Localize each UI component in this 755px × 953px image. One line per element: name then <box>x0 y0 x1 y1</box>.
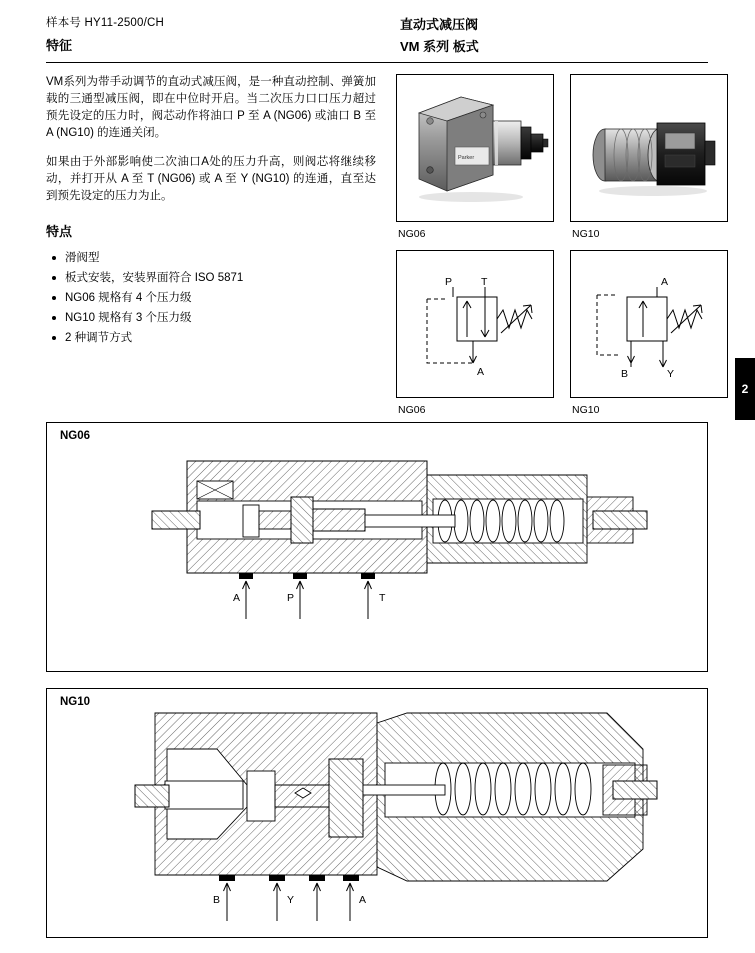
product-photo-ng10 <box>570 74 728 222</box>
cutaway-box-ng06 <box>46 422 708 672</box>
header-divider <box>46 62 708 63</box>
product-title-line2: VM 系列 板式 <box>400 39 479 54</box>
page-side-tab <box>735 358 755 420</box>
list-item: NG10 规格有 3 个压力级 <box>63 308 376 328</box>
cut-port-t: T <box>379 592 386 604</box>
photo-caption-ng10: NG10 <box>572 228 600 240</box>
cut-port-a: A <box>233 592 241 604</box>
symbol-port-t: T <box>481 276 488 288</box>
cutaway-label-ng10: NG10 <box>60 696 91 708</box>
paragraph-1: VM系列为带手动调节的直动式减压阀，是一种直动控制、弹簧加载的三通型减压阀，即在中位时开启。当二次压力口口压力超过预先设定的压力时，阀芯动作将油口 P 至 A (NG06) 或油口 B 至 A (NG10) 的连通关闭。 <box>46 76 376 139</box>
list-item: 板式安装，安装界面符合 ISO 5871 <box>63 268 376 288</box>
symbol-port-b: B <box>621 368 629 380</box>
text-column <box>46 74 376 348</box>
symbol-caption-ng06: NG06 <box>398 404 426 416</box>
symbol-port-a: A <box>477 366 485 378</box>
cut-port-b: B <box>213 894 221 906</box>
cutaway-box-ng10 <box>46 688 708 938</box>
header-left <box>46 14 376 54</box>
product-photo-ng06 <box>396 74 554 222</box>
hydraulic-symbol-ng10 <box>570 250 728 398</box>
symbol-port-y: Y <box>667 368 675 380</box>
symbol-port-p: P <box>445 276 453 288</box>
header-right <box>400 14 730 55</box>
cut-port-a: A <box>359 894 367 906</box>
symbol-caption-ng10: NG10 <box>572 404 600 416</box>
paragraph-2: 如果由于外部影响使二次油口A处的压力升高，则阀芯将继续移动，并打开从 A 至 T (NG06) 或 A 至 Y (NG10) 的连通，直至达到预先设定的压力为止。 <box>46 156 376 202</box>
features-title: 特点 <box>46 224 73 239</box>
list-item: 滑阀型 <box>63 248 376 268</box>
photo-caption-ng06: NG06 <box>398 228 426 240</box>
side-tab-label: 2 <box>741 382 749 396</box>
features-list <box>46 248 376 348</box>
section-title: 特征 <box>46 38 73 53</box>
svg-text:Parker: Parker <box>458 155 475 161</box>
cutaway-label-ng06: NG06 <box>60 430 91 442</box>
document-code: 样本号 HY11-2500/CH <box>46 17 165 29</box>
list-item: 2 种调节方式 <box>63 328 376 348</box>
list-item: NG06 规格有 4 个压力级 <box>63 288 376 308</box>
cut-port-p: P <box>287 592 295 604</box>
cut-port-y: Y <box>287 894 295 906</box>
symbol-port-a: A <box>661 276 669 288</box>
hydraulic-symbol-ng06 <box>396 250 554 398</box>
product-title-line1: 直动式减压阀 <box>400 17 479 32</box>
